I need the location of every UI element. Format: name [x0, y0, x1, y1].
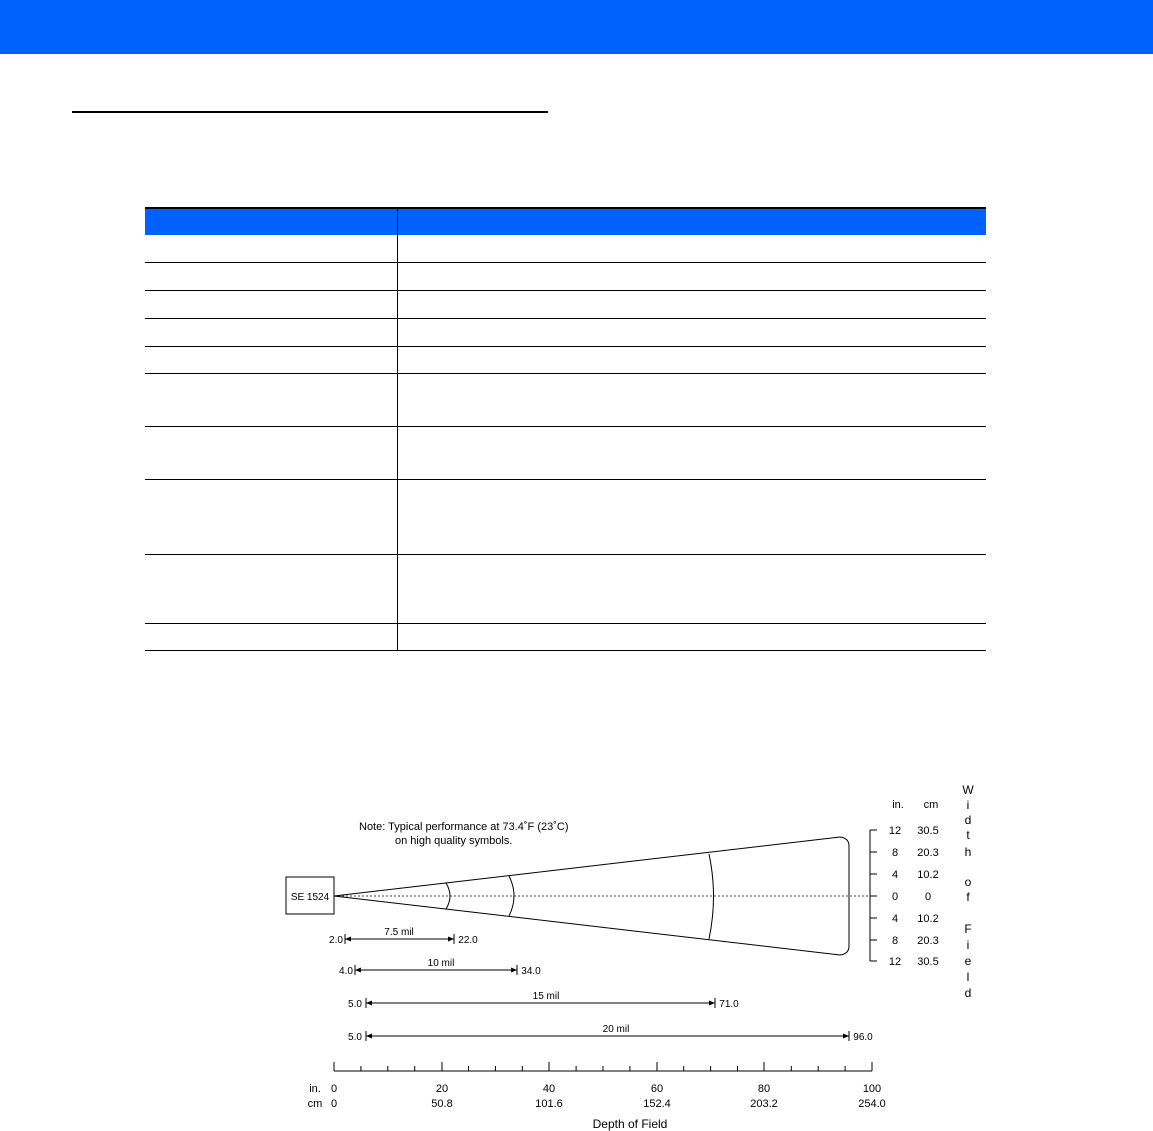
depth-tick-in: 20 — [435, 1083, 449, 1095]
table-cell-label — [145, 235, 398, 262]
depth-unit-in: in. — [309, 1083, 321, 1095]
range-arrow — [355, 968, 361, 973]
range-label: 7.5 mil — [384, 927, 414, 938]
table-row — [145, 555, 986, 624]
table-row — [145, 374, 986, 427]
table-row — [145, 347, 986, 374]
table-cell-value — [398, 291, 986, 318]
table-cell-label — [145, 624, 398, 650]
width-of-field-letter: F — [964, 922, 972, 936]
range-arrow — [511, 968, 517, 973]
table-cell-value — [398, 427, 986, 479]
width-of-field-letter: f — [966, 890, 970, 904]
table-row — [145, 624, 986, 651]
width-unit-cm: cm — [923, 799, 939, 811]
depth-tick-in: 40 — [542, 1083, 556, 1095]
range-near: 2.0 — [329, 935, 343, 946]
table-row — [145, 319, 986, 347]
table-cell-value — [398, 319, 986, 346]
table-cell-label — [145, 374, 398, 426]
range-near: 5.0 — [348, 1032, 362, 1043]
width-label-cm: 30.5 — [917, 956, 939, 968]
width-of-field-letter: d — [964, 986, 972, 1000]
table-cell-value — [398, 480, 986, 554]
depth-tick-cm: 203.2 — [750, 1098, 778, 1110]
table-cell-label — [145, 427, 398, 479]
width-of-field-letter: e — [964, 954, 972, 968]
depth-tick-cm: 101.6 — [535, 1098, 563, 1110]
width-unit-in: in. — [892, 799, 904, 811]
table-cell-label — [145, 263, 398, 290]
beam-edge-bottom — [334, 896, 840, 955]
table-row — [145, 235, 986, 263]
table-cell-value — [398, 555, 986, 623]
table-cell-value — [398, 624, 986, 650]
depth-tick-cm: 0 — [330, 1098, 338, 1110]
range-far: 22.0 — [458, 935, 478, 946]
width-label-in: 8 — [891, 847, 899, 859]
table-cell-label — [145, 480, 398, 554]
table-header-cell — [398, 209, 986, 235]
table-cell-label — [145, 347, 398, 373]
section-heading-rule — [72, 111, 548, 113]
range-arrow — [366, 1034, 372, 1039]
width-label-cm: 20.3 — [917, 935, 939, 947]
width-of-field-letter: h — [964, 845, 972, 859]
width-label-in: 4 — [891, 913, 899, 925]
depth-tick-cm: 254.0 — [858, 1098, 886, 1110]
depth-tick-cm: 152.4 — [643, 1098, 671, 1110]
width-label-in: 12 — [888, 956, 902, 968]
range-arrow — [448, 937, 454, 942]
width-of-field-letter: W — [962, 783, 974, 797]
width-label-cm: 30.5 — [917, 825, 939, 837]
table-cell-value — [398, 347, 986, 373]
width-of-field-letter: t — [966, 828, 970, 842]
note-line-2: on high quality symbols. — [395, 835, 513, 847]
width-of-field-letter: l — [966, 970, 970, 984]
note-line-1: Note: Typical performance at 73.4˚F (23˚C) — [359, 821, 569, 833]
width-label-cm: 0 — [924, 891, 932, 903]
depth-axis-title: Depth of Field — [592, 1117, 668, 1131]
table-cell-value — [398, 374, 986, 426]
range-arrow — [709, 1001, 715, 1006]
width-label-cm: 10.2 — [917, 869, 939, 881]
table-header — [145, 207, 986, 235]
specification-table — [145, 207, 986, 651]
table-row — [145, 291, 986, 319]
width-label-cm: 10.2 — [917, 913, 939, 925]
range-arrow — [345, 937, 351, 942]
range-label: 15 mil — [532, 991, 560, 1002]
device-label: SE 1524 — [290, 892, 330, 903]
width-label-in: 0 — [891, 891, 899, 903]
width-label-in: 4 — [891, 869, 899, 881]
table-cell-value — [398, 263, 986, 290]
width-of-field-letter: o — [964, 875, 972, 889]
range-far: 71.0 — [719, 999, 739, 1010]
width-label-cm: 20.3 — [917, 847, 939, 859]
range-arrow — [843, 1034, 849, 1039]
range-label: 20 mil — [602, 1024, 630, 1035]
depth-unit-cm: cm — [307, 1098, 323, 1110]
depth-tick-cm: 50.8 — [431, 1098, 453, 1110]
depth-of-field-diagram — [0, 760, 1153, 1131]
table-cell-label — [145, 555, 398, 623]
range-near: 4.0 — [339, 966, 353, 977]
width-of-field-letter: i — [966, 798, 970, 812]
range-far: 96.0 — [853, 1032, 873, 1043]
width-label-in: 8 — [891, 935, 899, 947]
depth-axis-minor-ticks — [361, 1066, 845, 1071]
header-bar — [0, 0, 1153, 54]
depth-tick-in: 60 — [650, 1083, 664, 1095]
width-label-in: 12 — [888, 825, 902, 837]
table-row — [145, 480, 986, 555]
depth-tick-in: 80 — [757, 1083, 771, 1095]
width-of-field-letter: d — [964, 813, 972, 827]
table-cell-label — [145, 319, 398, 346]
range-label: 10 mil — [427, 958, 455, 969]
depth-tick-in: 0 — [330, 1083, 338, 1095]
range-far: 34.0 — [521, 966, 541, 977]
range-near: 5.0 — [348, 999, 362, 1010]
table-header-cell — [145, 209, 398, 235]
table-row — [145, 427, 986, 480]
width-of-field-letter: i — [966, 938, 970, 952]
range-arc-15-mil — [709, 854, 714, 939]
table-cell-value — [398, 235, 986, 262]
depth-tick-in: 100 — [862, 1083, 882, 1095]
table-cell-label — [145, 291, 398, 318]
range-arrow — [366, 1001, 372, 1006]
table-row — [145, 263, 986, 291]
